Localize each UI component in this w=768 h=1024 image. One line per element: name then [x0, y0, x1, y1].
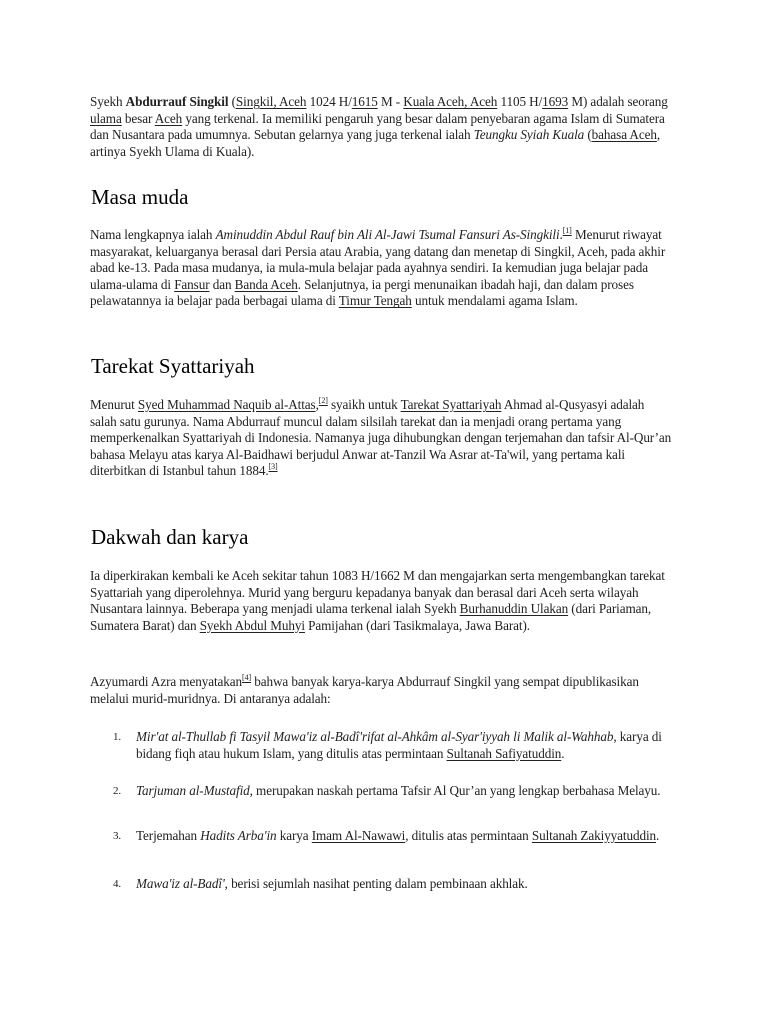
link-kuala-aceh[interactable]: Kuala Aceh, Aceh — [403, 94, 498, 109]
link-1615[interactable]: 1615 — [351, 94, 378, 109]
heading-dakwah-dan-karya: Dakwah dan karya — [91, 525, 249, 549]
intro-text: Syekh — [90, 94, 126, 109]
title-teungku: Teungku Syiah Kuala — [473, 127, 585, 143]
intro-text: yang terkenal. Ia memiliki pengaruh yang besar dalam penyebaran agama Islam di Sumatera dan Nusantara pada umumnya. Sebutan gelarnya yang juga terkenal ialah — [90, 110, 665, 143]
body-text: , karya di bidang fiqh atau hukum Islam, yang ditulis atas permintaan — [136, 729, 662, 761]
list-item — [113, 783, 673, 800]
subject-name: Abdurrauf Singkil — [125, 94, 229, 109]
body-text: . — [559, 227, 563, 242]
body-text: Azyumardi Azra menyatakan — [90, 674, 243, 689]
intro-text: 1024 H/ — [306, 94, 352, 109]
link-syed-naquib[interactable]: Syed Muhammad Naquib al-Attas — [137, 397, 316, 412]
intro-text: ( — [228, 94, 236, 109]
body-text: bahwa banyak karya-karya Abdurrauf Singkil yang sempat dipublikasikan melalui murid-muridnya. Di antaranya adalah: — [90, 674, 639, 706]
ref-3-link[interactable]: [3] — [268, 462, 278, 472]
body-text: . Selanjutnya, ia pergi menunaikan ibadah haji, dan dalam proses pelawatannya ia belajar pada berbagai ulama di — [90, 276, 634, 309]
link-syekh-abdul-muhyi[interactable]: Syekh Abdul Muhyi — [199, 617, 305, 633]
link-timur-tengah[interactable]: Timur Tengah — [338, 293, 412, 309]
link-fansur[interactable]: Fansur — [174, 276, 210, 292]
link-sultanah-zakiyyatuddin[interactable]: Sultanah Zakiyyatuddin — [531, 828, 657, 843]
link-aceh[interactable]: Aceh — [154, 110, 183, 126]
body-text: . — [656, 828, 660, 843]
list-number: 1. — [113, 731, 122, 743]
body-text: , ditulis atas permintaan — [405, 828, 532, 843]
list-number: 4. — [113, 878, 122, 890]
body-text: Menurut riwayat masyarakat, keluarganya berasal dari Persia atau Arabia, yang datang dan menetap di Singkil, Aceh, pada akhir abad ke-13. Pada masa mudanya, ia mula-mula belajar pada ayahnya sendiri. Ia kemudian juga belajar pada ulama-ulama di — [90, 227, 666, 292]
body-text: Pamijahan (dari Tasikmalaya, Jawa Barat). — [304, 617, 530, 633]
link-singkil-aceh[interactable]: Singkil, Aceh — [235, 94, 307, 109]
link-sultanah-safiyatuddin[interactable]: Sultanah Safiyatuddin — [446, 745, 562, 761]
body-text: , — [315, 397, 319, 412]
karya-intro-paragraph — [90, 674, 672, 707]
intro-text: , artinya Syekh Ulama di Kuala). — [90, 127, 661, 159]
body-text: Terjemahan — [136, 828, 201, 843]
heading-tarekat-syattariyah: Tarekat Syattariyah — [91, 354, 255, 378]
body-text: , merupakan naskah pertama Tafsir Al Qur’an yang lengkap berbahasa Melayu. — [249, 783, 661, 798]
body-text: Ia diperkirakan kembali ke Aceh sekitar tahun 1083 H/1662 M dan mengajarkan serta mengembangkan tarekat Syattariah yang diperolehnya. Murid yang berguru kepadanya banyak dan berasal dari Aceh serta wilayah Nusantara lainnya. Beberapa yang menjadi ulama terkenal ialah Syekh — [90, 568, 665, 617]
link-tarekat-syattariyah[interactable]: Tarekat Syattariyah — [400, 397, 502, 412]
list-item — [113, 828, 673, 845]
full-name: Aminuddin Abdul Rauf bin Ali Al-Jawi Tsumal Fansuri As-Singkili — [215, 227, 560, 242]
intro-text: M - — [377, 94, 404, 109]
link-bahasa-aceh[interactable]: bahasa Aceh — [591, 127, 657, 143]
intro-text: besar — [121, 110, 155, 126]
body-text: syaikh untuk — [327, 397, 401, 412]
body-text: (dari Pariaman, Sumatera Barat) dan — [90, 601, 652, 633]
body-text: Nama lengkapnya ialah — [90, 227, 216, 242]
body-text: Menurut — [90, 397, 138, 412]
intro-text: ( — [584, 127, 592, 143]
link-burhanuddin-ulakan[interactable]: Burhanuddin Ulakan — [459, 601, 569, 617]
list-number: 2. — [113, 785, 122, 797]
ref-4-link[interactable]: [4] — [242, 673, 252, 682]
heading-masa-muda: Masa muda — [91, 185, 189, 209]
work-title: Mawa'iz al-Badî' — [136, 876, 225, 891]
link-imam-al-nawawi[interactable]: Imam Al-Nawawi — [311, 828, 406, 843]
body-text: dan — [209, 276, 235, 292]
work-title: Tarjuman al-Mustafid — [136, 783, 250, 798]
tarekat-paragraph — [90, 397, 672, 480]
intro-text: 1105 H/ — [497, 94, 543, 109]
link-ulama[interactable]: ulama — [90, 110, 122, 126]
link-banda-aceh[interactable]: Banda Aceh — [234, 276, 298, 292]
masa-muda-paragraph — [90, 227, 672, 310]
ref-1-link[interactable]: [1] — [562, 226, 572, 235]
body-text: Ahmad al-Qusyasyi adalah salah satu gurunya. Nama Abdurrauf muncul dalam silsilah tarekat dan ia menjadi orang pertama yang memperkenalkan Syattariyah di Indonesia. Namanya juga dihubungkan dengan terjemahan dan tafsir Al-Qur’an bahasa Melayu atas karya Al-Baidhawi berjudul Anwar at-Tanzil Wa Asrar at-Ta'wil, yang pertama kali diterbitkan di Istanbul tahun 1884. — [90, 397, 672, 479]
link-1693[interactable]: 1693 — [542, 94, 569, 109]
dakwah-paragraph — [90, 568, 672, 634]
work-title: Hadits Arba'in — [200, 828, 277, 843]
list-number: 3. — [113, 830, 122, 842]
body-text: . — [561, 745, 565, 761]
work-title: Mir'at al-Thullab fi Tasyil Mawa'iz al-Badî'rifat al-Ahkâm al-Syar'iyyah li Malik al-Wahhab — [136, 729, 614, 744]
body-text: untuk mendalami agama Islam. — [411, 293, 578, 309]
ref-2-link[interactable]: [2] — [318, 396, 328, 405]
list-item — [113, 729, 673, 762]
body-text: karya — [276, 828, 312, 843]
intro-text: M) adalah seorang — [568, 94, 668, 109]
intro-paragraph — [90, 94, 672, 160]
body-text: , berisi sejumlah nasihat penting dalam pembinaan akhlak. — [224, 876, 528, 891]
list-item — [113, 876, 673, 893]
